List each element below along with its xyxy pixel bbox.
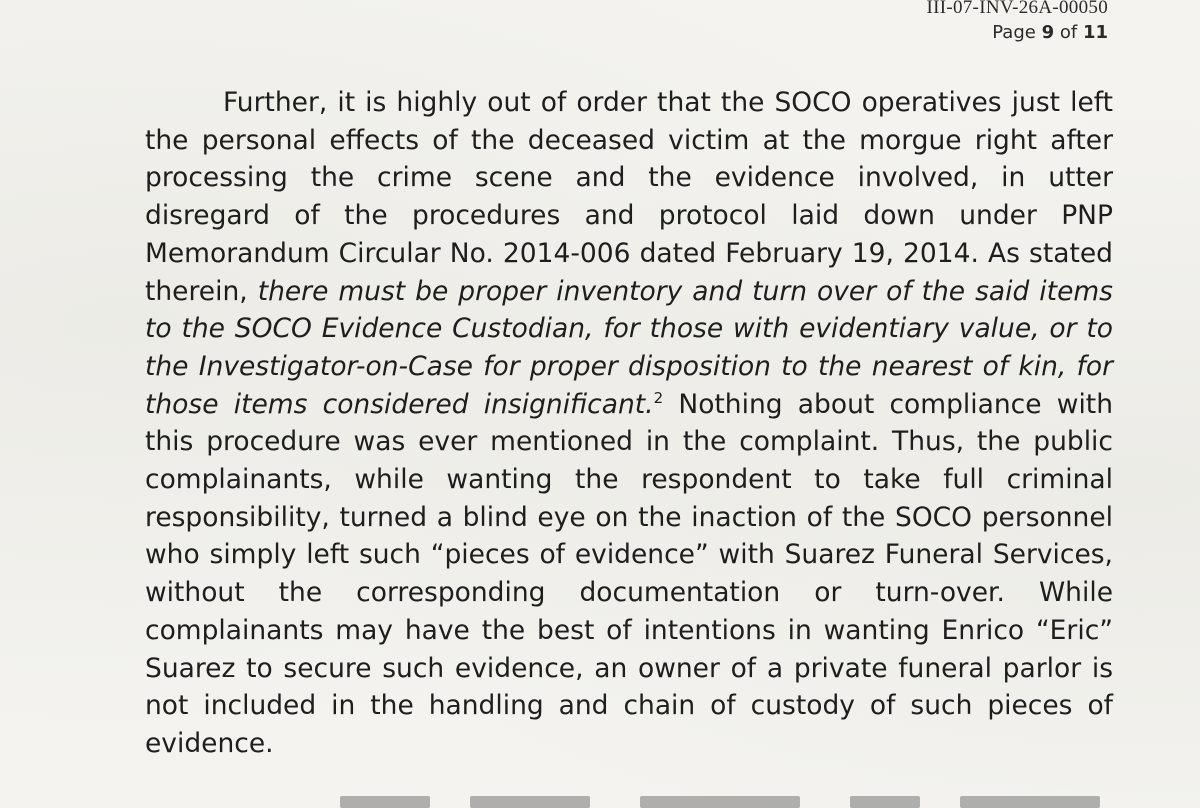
document-body (145, 84, 1113, 763)
page-current: 9 (1041, 22, 1055, 43)
page-header (926, 0, 1108, 47)
footnote-reference: 2 (653, 388, 664, 407)
quoted-italic-text: there must be proper inventory and turn over of the said items to the SOCO Evidence Custodian, for those with evidentiary value, or to the Investigator-on-Case for proper disposition to the nearest of kin, for those items considered insignificant. (145, 275, 1113, 420)
paragraph-text-part1: Further, it is highly out of order that the SOCO operatives just left the personal effects of the deceased victim at the morgue right after processing the crime scene and the evidence involved, in utter disregard of the procedures and protocol laid down under PNP Memorandum Circular No. 2014-006 dated February 19, 2014. As stated therein, (145, 87, 1113, 307)
page-label: Page (992, 22, 1036, 43)
page-of: of (1059, 22, 1078, 43)
case-number: III-07-INV-26A-00050 (926, 0, 1108, 18)
body-paragraph (145, 84, 1113, 763)
page-number (926, 19, 1108, 47)
paragraph-text-part2: Nothing about compliance with this procedure was ever mentioned in the complaint. Thus, the public complainants, while wanting the respondent to take full criminal responsibility, turned a blind eye on the inaction of the SOCO personnel who simply left such “pieces of evidence” with Suarez Funeral Services, without the corresponding documentation or turn-over. While complainants may have the best of intentions in wanting Enrico “Eric” Suarez to secure such evidence, an owner of a private funeral parlor is not included in the handling and chain of custody of such pieces of evidence. (145, 388, 1113, 759)
next-paragraph-fragment (0, 792, 1200, 808)
page-total: 11 (1082, 22, 1108, 43)
